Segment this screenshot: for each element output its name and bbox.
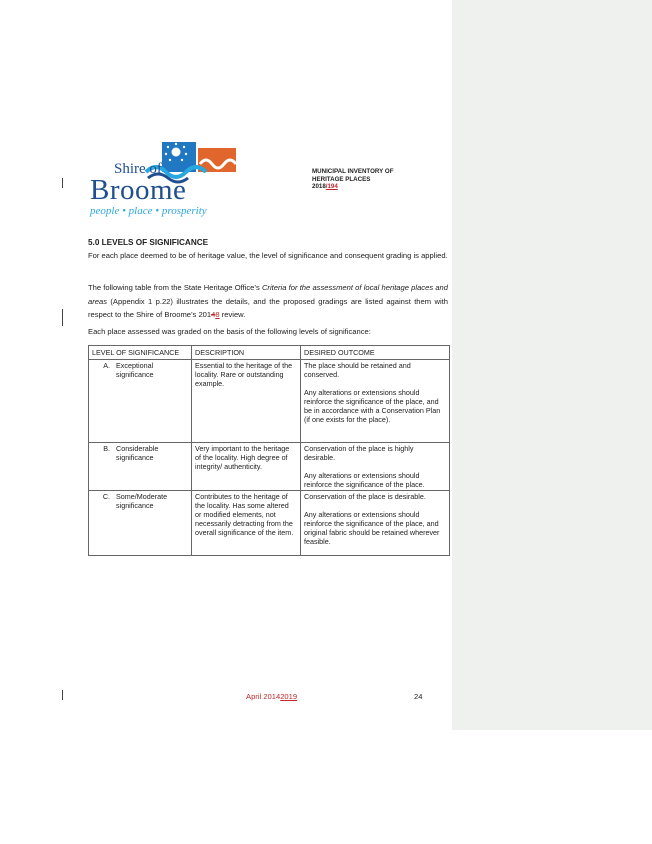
paragraph-2-text: (Appendix 1 p.22) illustrates the details, and the proposed gradings are listed against them with respect to the Shire of Broome’s 201 [88,296,448,319]
paragraph-1: For each place deemed to be of heritage value, the level of significance and consequent grading is applied. [88,251,448,260]
level-cell [89,443,192,491]
outcome-text: Any alterations or extensions should reinforce the significance of the place, and be in accordance with a Conservation Plan (if one exists for the place). [304,388,441,424]
paragraph-2-text: review. [219,310,246,319]
comment-panel [452,0,652,730]
paragraph-2 [88,281,448,322]
level-name: Exceptional significance [116,361,154,379]
logo-shire-of: Shire of [114,161,162,177]
level-letter: A. [103,361,110,370]
footer-date [246,692,297,701]
table-row [89,491,450,556]
outcome-text: The place should be retained and conserved. [304,361,411,379]
table-header: LEVEL OF SIGNIFICANCE [89,346,192,360]
logo-tagline: people • place • prosperity [90,205,207,217]
header-line-2: HERITAGE PLACES [312,175,371,183]
paragraph-2-text: The following table from the State Heritage Office’s [88,283,262,292]
table-row [89,443,450,491]
header-year [312,183,393,191]
outcome-text: Conservation of the place is desirable. [304,492,426,501]
table-header: DESIRED OUTCOME [301,346,450,360]
table-header: DESCRIPTION [192,346,301,360]
description-cell: Contributes to the heritage of the locality. Has some altered or modified elements, not necessarily detracting from the overall significance of the item. [192,491,301,556]
outcome-text: Any alterations or extensions should reinforce the significance of the place, and original fabric should be retained wherever feasible. [304,510,440,546]
logo-text [90,162,207,217]
change-bar [62,690,63,700]
header-year-new: /194 [325,183,338,190]
description-cell: Essential to the heritage of the locality. Rare or outstanding example. [192,360,301,443]
outcome-cell [301,443,450,491]
level-cell [89,360,192,443]
outcome-cell [301,360,450,443]
description-cell: Very important to the heritage of the locality. High degree of integrity/ authenticity. [192,443,301,491]
level-name: Some/Moderate significance [116,492,168,510]
paragraph-3: Each place assessed was graded on the basis of the following levels of significance: [88,327,371,336]
level-name: Considerable significance [116,444,159,462]
table-header-row [89,346,450,360]
change-bar [62,309,63,326]
outcome-text: Any alterations or extensions should reinforce the significance of the place. [304,471,425,489]
level-letter: C. [102,492,110,501]
page-number: 24 [414,692,423,701]
tracked-deletion: 4 [211,310,216,319]
header-line-1: MUNICIPAL INVENTORY OF [312,168,394,175]
footer-date-old: April 2014 [246,692,281,701]
level-cell [89,491,192,556]
change-bar [62,178,63,188]
document-header [312,168,393,191]
significance-table [88,345,450,556]
level-letter: B. [103,444,110,453]
tracked-insertion: 8 [215,310,220,319]
outcome-cell [301,491,450,556]
logo-broome: Broome [90,174,187,206]
outcome-text: Conservation of the place is highly desirable. [304,444,414,462]
section-title: 5.0 LEVELS OF SIGNIFICANCE [88,238,209,247]
table-row [89,360,450,443]
header-year-old: 2018 [312,183,326,190]
paragraph-2-italic: Criteria for the assessment of local heritage places and areas [88,283,448,306]
footer-date-new: 2019 [280,692,298,701]
